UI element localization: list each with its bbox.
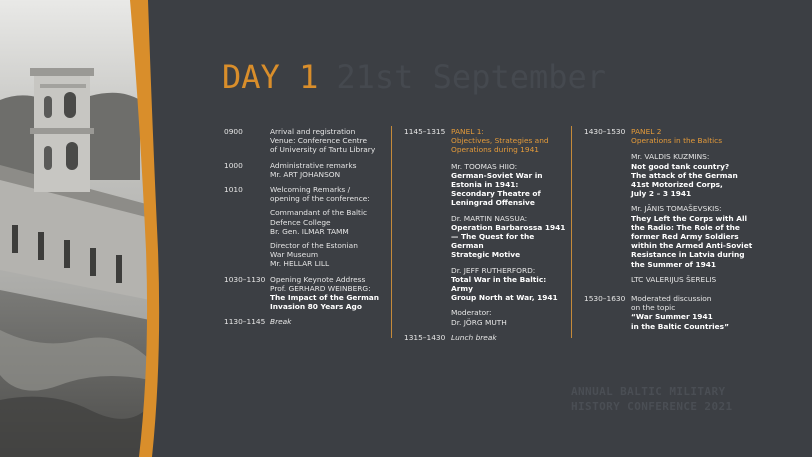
speaker-name: Dr. JÖRG MUTH	[451, 317, 507, 327]
description: War Museum	[270, 250, 319, 260]
talk-title: Total War in the Baltic: Army	[451, 274, 547, 294]
talk-title: the Summer of 1941	[631, 259, 717, 269]
historical-photo	[0, 0, 160, 457]
talk-title: Operation Barbarossa 1941	[451, 222, 566, 232]
discussion-topic: “War Summer 1941	[631, 312, 713, 322]
talk-title: July 2 – 3 1941	[631, 189, 692, 199]
talk-title: Secondary Theatre of	[451, 189, 541, 199]
date-label: 21st September	[336, 58, 607, 96]
talk-title: Group North at War, 1941	[451, 293, 558, 303]
panel-title: Operations during 1941	[451, 145, 539, 155]
time: 1145–1315	[404, 127, 446, 136]
schedule-column-2	[404, 127, 568, 348]
speaker-name: Mr. VALDIS KUZMINS:	[631, 152, 710, 162]
schedule-row	[584, 294, 764, 331]
conference-name	[571, 384, 733, 414]
schedule-column-3	[584, 127, 764, 337]
schedule-row	[404, 333, 568, 342]
time: 1030–1130	[224, 274, 266, 284]
moderator-label: Moderator:	[451, 308, 492, 318]
page-title	[222, 58, 606, 96]
description: Welcoming Remarks /	[270, 185, 351, 195]
schedule-row	[584, 127, 764, 145]
speaker-name: Mr. TOOMAS HIIO:	[451, 161, 518, 171]
description: Venue: Conference Centre	[270, 136, 368, 146]
column-divider	[391, 126, 392, 338]
talk-title: the Radio: The Role of the	[631, 222, 740, 232]
time: 1430–1530	[584, 127, 626, 136]
schedule-row	[224, 185, 388, 269]
description: Opening Keynote Address	[270, 274, 366, 284]
description: Moderated discussion	[631, 294, 712, 304]
discussion-topic: in the Baltic Countries”	[631, 321, 729, 331]
conference-name-line: ANNUAL BALTIC MILITARY	[571, 385, 726, 398]
speaker-name: Mr. HELLAR LILL	[270, 259, 330, 269]
time: 1315–1430	[404, 332, 446, 342]
talk-title: Invasion 80 Years Ago	[270, 302, 362, 312]
talk-title: within the Armed Anti-Soviet	[631, 241, 753, 251]
speaker-name: Mr. ART JOHANSON	[270, 169, 341, 179]
talk-title: 41st Motorized Corps,	[631, 180, 723, 190]
day-label: DAY 1	[222, 58, 319, 96]
description: Defence College	[270, 217, 331, 227]
description: on the topic	[631, 303, 676, 313]
schedule-row	[404, 127, 568, 155]
talk-title: Resistance in Latvia during	[631, 250, 745, 260]
schedule-row	[224, 275, 388, 312]
panel-label: PANEL 2	[631, 127, 662, 136]
time: 1010	[224, 185, 243, 195]
speaker-name: Br. Gen. ILMAR TAMM	[270, 226, 349, 236]
speaker-name: Dr. MARTIN NASSUA:	[451, 213, 528, 223]
schedule-row	[224, 317, 388, 326]
break-label: Break	[270, 317, 292, 327]
schedule-row	[224, 127, 388, 155]
panel-label: PANEL 1:	[451, 127, 484, 136]
description: of University of Tartu Library	[270, 145, 376, 155]
speaker-name: Mr. JĀNIS TOMAŠEVSKIS:	[631, 204, 722, 214]
description: Arrival and registration	[270, 127, 356, 136]
talk-title: They Left the Corps with All	[631, 213, 748, 223]
panel-title: Operations in the Baltics	[631, 136, 723, 146]
description: Commandant of the Baltic	[270, 208, 368, 218]
description: Director of the Estonian	[270, 241, 358, 251]
panel-title: Objectives, Strategies and	[451, 136, 549, 146]
schedule-column-1	[224, 127, 388, 333]
time: 1000	[224, 160, 243, 170]
description: Administrative remarks	[270, 160, 357, 170]
schedule-row	[224, 161, 388, 179]
talk-title: The Impact of the German	[270, 293, 380, 303]
talk-title: Not good tank country?	[631, 161, 730, 171]
talk-title: Leningrad Offensive	[451, 198, 535, 208]
time: 1130–1145	[224, 317, 266, 327]
column-divider	[571, 126, 572, 338]
talk-title: Strategic Motive	[451, 250, 521, 260]
break-label: Lunch break	[451, 332, 497, 342]
speaker-name: Prof. GERHARD WEINBERG:	[270, 283, 371, 293]
talk-title: Estonia in 1941:	[451, 180, 519, 190]
talk-title: The attack of the German	[631, 170, 738, 180]
conference-name-line: HISTORY CONFERENCE 2021	[571, 400, 733, 413]
speaker-name: LTC VALERIJUS ŠERELIS	[631, 274, 717, 284]
talk-title: — The Quest for the German	[451, 232, 535, 251]
talk-title: former Red Army Soldiers	[631, 232, 739, 242]
speaker-name: Dr. JEFF RUTHERFORD:	[451, 265, 536, 275]
talk-title: German-Soviet War in	[451, 170, 543, 180]
description: opening of the conference:	[270, 194, 370, 204]
time: 1530–1630	[584, 294, 626, 304]
time: 0900	[224, 127, 243, 136]
